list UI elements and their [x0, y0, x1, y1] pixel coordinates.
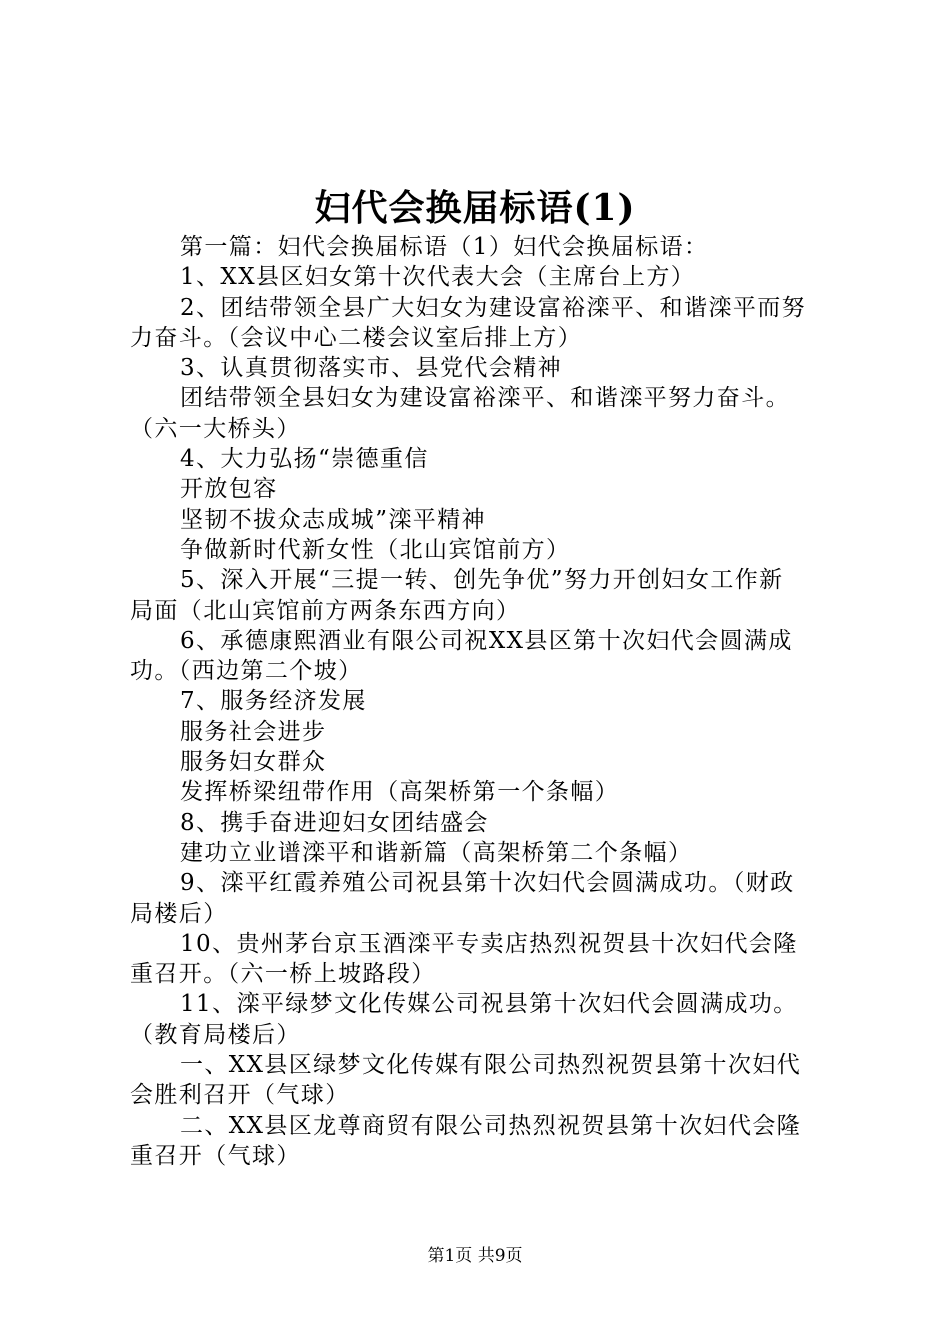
body-line: 10、贵州茅台京玉酒滦平专卖店热烈祝贺县十次妇代会隆 — [180, 930, 798, 957]
body-line: 局面（北山宾馆前方两条东西方向） — [130, 597, 521, 624]
body-line: 8、携手奋进迎妇女团结盛会 — [180, 809, 489, 836]
body-line: 会胜利召开（气球） — [130, 1082, 350, 1109]
body-line: 坚韧不拔众志成城”滦平精神 — [180, 506, 486, 533]
body-line: 服务社会进步 — [180, 718, 327, 745]
body-line: 服务妇女群众 — [180, 749, 327, 776]
body-line: 7、服务经济发展 — [180, 688, 367, 715]
body-line: 重召开。（六一桥上坡路段） — [130, 961, 436, 988]
body-line: 3、认真贯彻落实市、县党代会精神 — [180, 355, 563, 382]
body-line: 局楼后） — [130, 900, 228, 927]
body-line: 5、深入开展“三提一转、创先争优”努力开创妇女工作新 — [180, 567, 784, 594]
body-line: 建功立业谱滦平和谐新篇（高架桥第二个条幅） — [180, 839, 693, 866]
body-line: 1、XX县区妇女第十次代表大会（主席台上方） — [180, 264, 696, 291]
page-footer: 第1页 共9页 — [427, 1246, 523, 1266]
body-line: 二、XX县区龙尊商贸有限公司热烈祝贺县第十次妇代会隆 — [180, 1112, 802, 1139]
body-line: 2、团结带领全县广大妇女为建设富裕滦平、和谐滦平而努 — [180, 294, 807, 321]
body-line: （教育局楼后） — [130, 1021, 301, 1048]
body-line: （六一大桥头） — [130, 415, 301, 442]
body-line: 6、承德康熙酒业有限公司祝XX县区第十次妇代会圆满成 — [180, 627, 793, 654]
body-line: 一、XX县区绿梦文化传媒有限公司热烈祝贺县第十次妇代 — [180, 1052, 802, 1079]
body-line: 功。（西边第二个坡） — [130, 658, 363, 685]
body-line: 11、滦平绿梦文化传媒公司祝县第十次妇代会圆满成功。 — [180, 991, 798, 1018]
body-line: 争做新时代新女性（北山宾馆前方） — [180, 536, 571, 563]
body-line: 发挥桥梁纽带作用（高架桥第一个条幅） — [180, 779, 620, 806]
body-line: 9、滦平红霞养殖公司祝县第十次妇代会圆满成功。（财政 — [180, 870, 795, 897]
body-line: 力奋斗。（会议中心二楼会议室后排上方） — [130, 324, 583, 351]
body-line: 重召开（气球） — [130, 1142, 301, 1169]
document-title: 妇代会换届标语(1) — [314, 187, 636, 229]
document-body — [130, 232, 830, 1171]
body-line: 团结带领全县妇女为建设富裕滦平、和谐滦平努力奋斗。 — [180, 385, 790, 412]
body-line: 第一篇：妇代会换届标语（1）妇代会换届标语： — [180, 234, 709, 260]
body-line: 开放包容 — [180, 476, 278, 503]
body-line: 4、大力弘扬“崇德重信 — [180, 446, 429, 473]
